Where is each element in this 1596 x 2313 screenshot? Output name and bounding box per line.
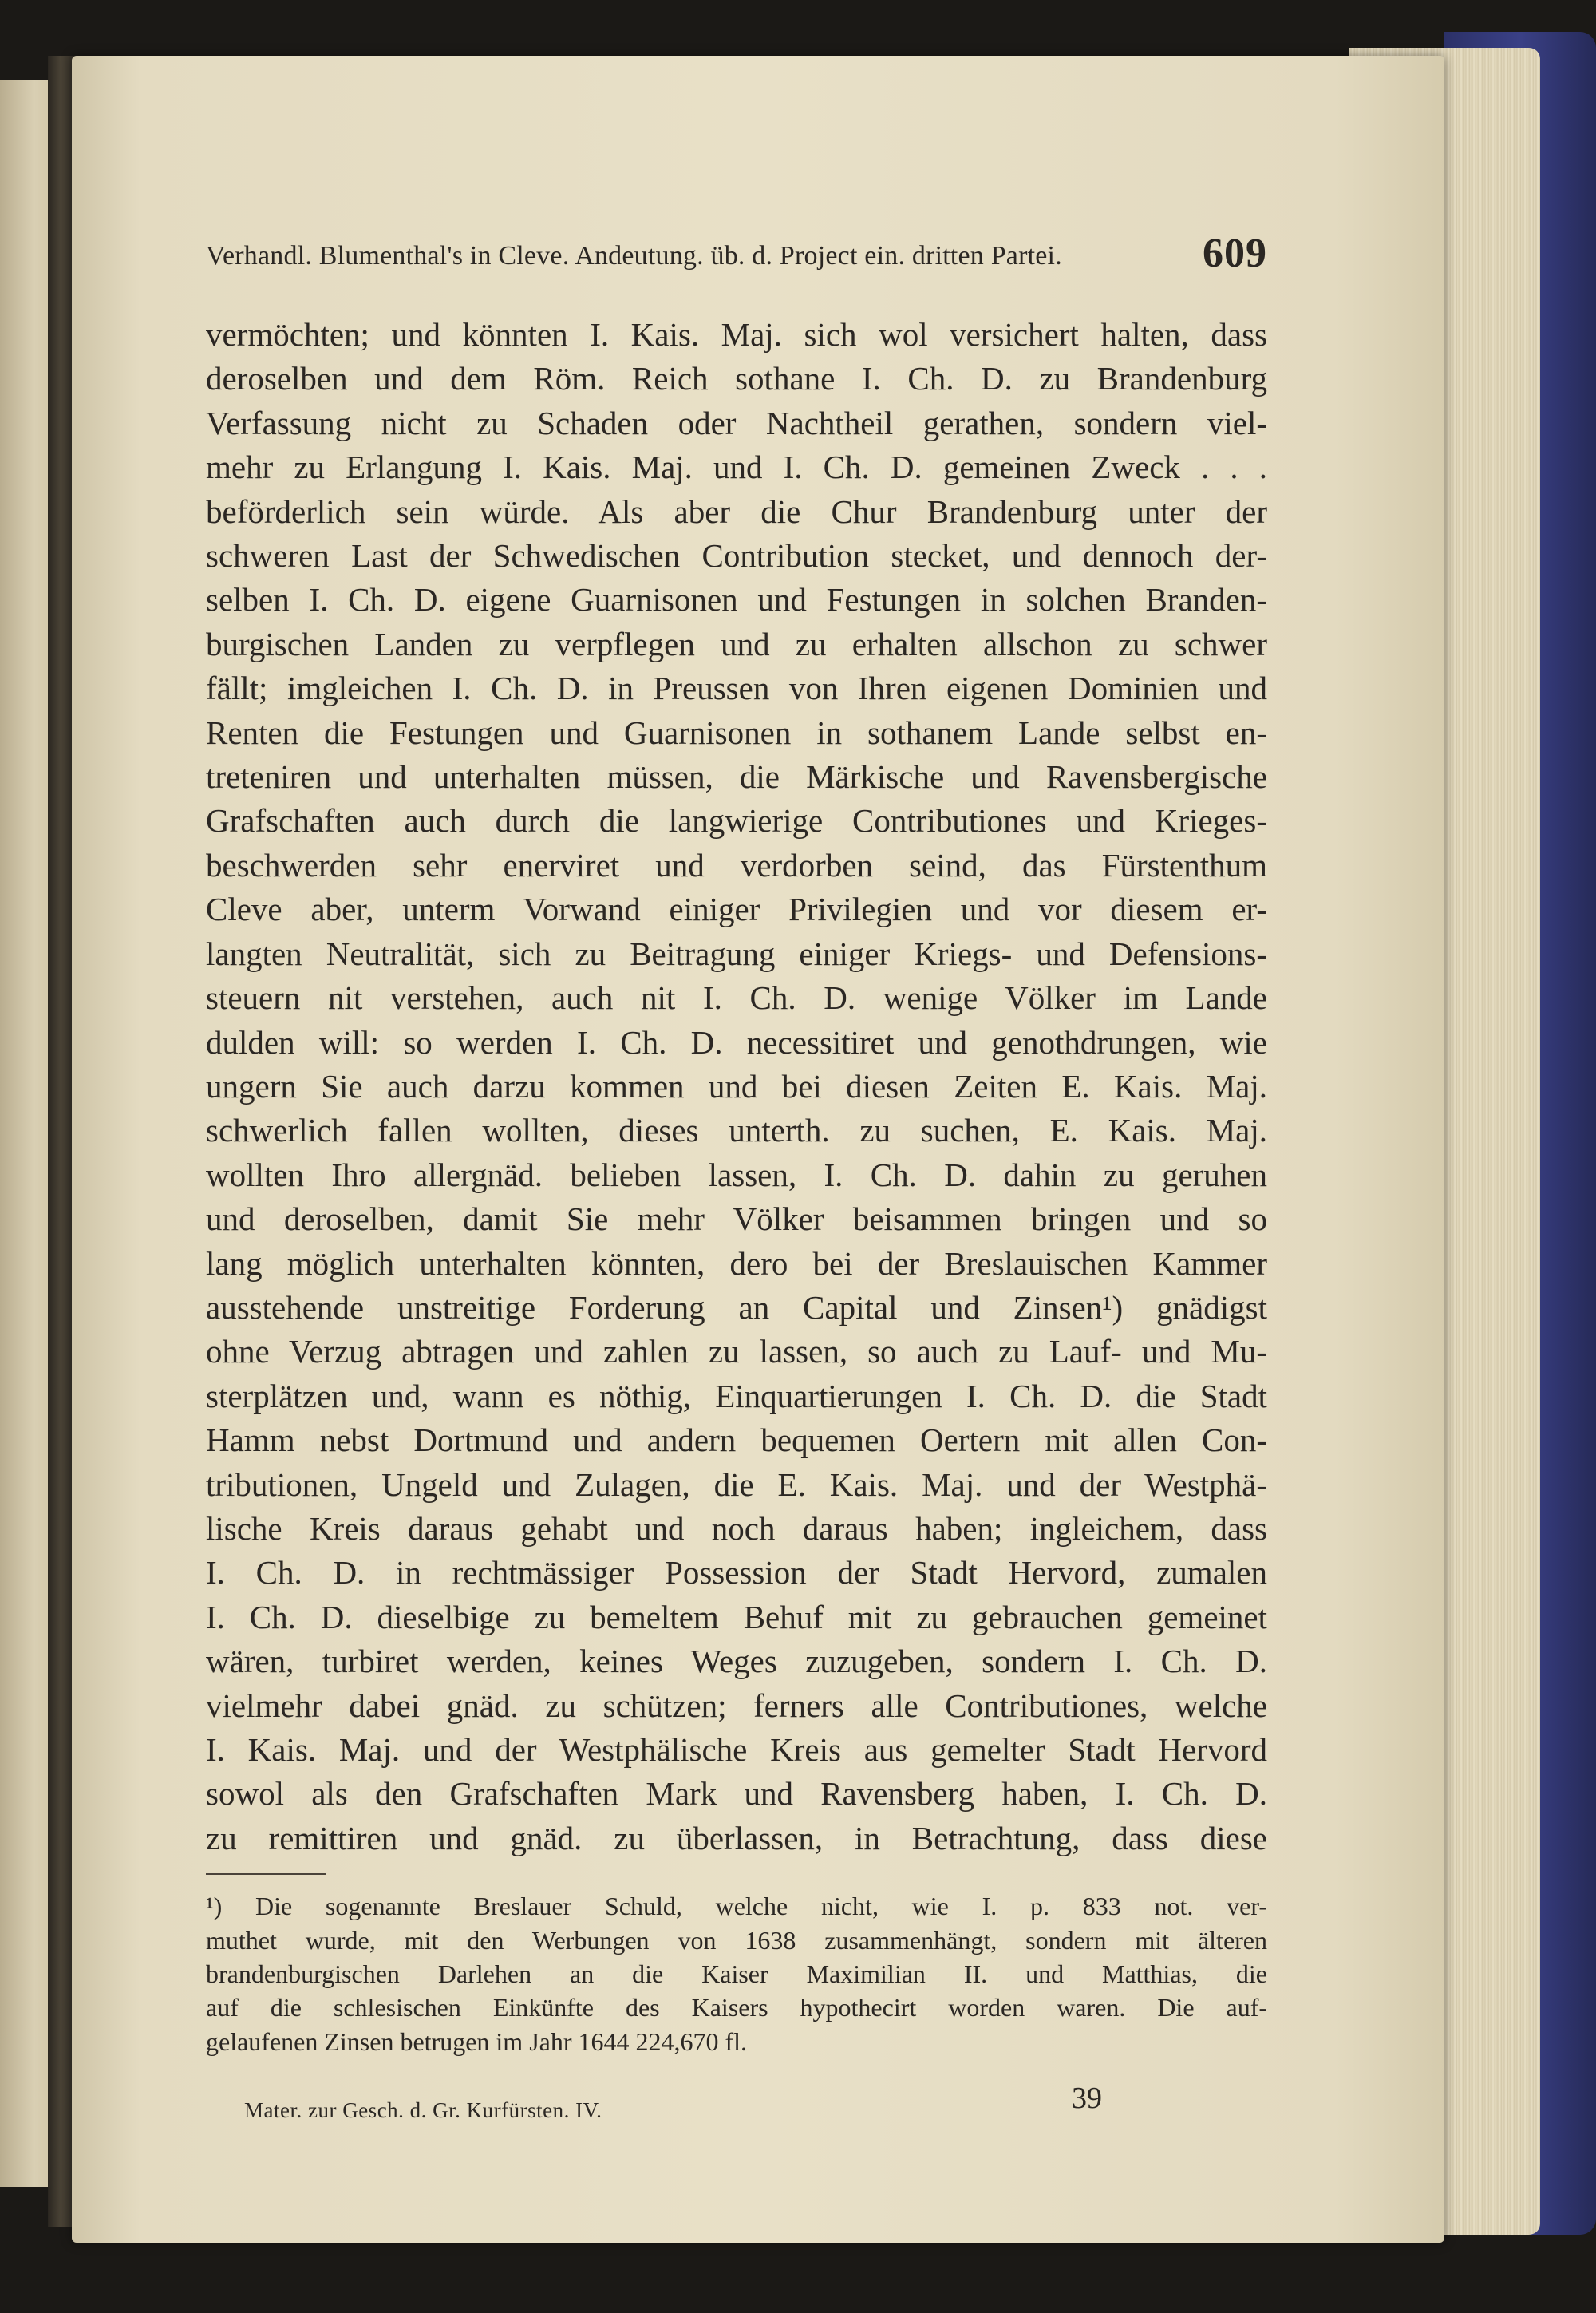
text-line: fällt; imgleichen I. Ch. D. in Preussen von Ihren eigenen Dominien und (206, 670, 1267, 707)
text-line: dulden will: so werden I. Ch. D. necessitiret und genothdrungen, wie (206, 1023, 1267, 1061)
book-page (72, 56, 1444, 2243)
text-line: schweren Last der Schwedischen Contribution stecket, und dennoch der- (206, 537, 1267, 575)
text-line: Renten die Festungen und Guarnisonen in sothanem Lande selbst en- (206, 714, 1267, 751)
text-line: langten Neutralität, sich zu Beitragung einiger Kriegs- und Defensions- (206, 935, 1267, 972)
text-line: sowol als den Grafschaften Mark und Ravensberg haben, I. Ch. D. (206, 1775, 1267, 1813)
text-line: Cleve aber, unterm Vorwand einiger Privilegien und vor diesem er- (206, 891, 1267, 928)
text-line: steuern nit verstehen, auch nit I. Ch. D. wenige Völker im Lande (206, 979, 1267, 1017)
text-line: ohne Verzug abtragen und zahlen zu lassen, so auch zu Lauf- und Mu- (206, 1333, 1267, 1370)
text-line: zu remittiren und gnäd. zu überlassen, in Betrachtung, dass diese (206, 1819, 1267, 1856)
running-head-text: Verhandl. Blumenthal's in Cleve. Andeutung. üb. d. Project ein. dritten Partei. (206, 241, 1062, 271)
text-line: I. Kais. Maj. und der Westphälische Kreis aus gemelter Stadt Hervord (206, 1731, 1267, 1768)
text-line: Grafschaften auch durch die langwierige Contributiones und Krieges- (206, 802, 1267, 840)
text-line: und deroselben, damit Sie mehr Völker beisammen bringen und so (206, 1200, 1267, 1238)
text-line: deroselben und dem Röm. Reich sothane I. Ch. D. zu Brandenburg (206, 360, 1267, 397)
text-line: selben I. Ch. D. eigene Guarnisonen und Festungen in solchen Branden- (206, 581, 1267, 619)
body-text (206, 313, 1267, 1860)
page-content (206, 223, 1267, 2121)
footnote-divider (206, 1873, 326, 1875)
footnote-line: ¹) Die sogenannte Breslauer Schuld, welche nicht, wie I. p. 833 not. ver- (206, 1892, 1267, 1921)
sheet-number: 39 (1072, 2082, 1102, 2116)
text-line: vermöchten; und könnten I. Kais. Maj. sich wol versichert halten, dass (206, 316, 1267, 353)
footnote-line: muthet wurde, mit den Werbungen von 1638 zusammenhängt, sondern mit älteren (206, 1925, 1267, 1955)
text-line: lang möglich unterhalten könnten, dero bei der Breslauischen Kammer (206, 1244, 1267, 1282)
text-line: beschwerden sehr enerviret und verdorben seind, das Fürstenthum (206, 846, 1267, 884)
text-line: I. Ch. D. in rechtmässiger Possession der Stadt Hervord, zumalen (206, 1554, 1267, 1591)
text-line: beförderlich sein würde. Als aber die Chur Brandenburg unter der (206, 492, 1267, 530)
text-line: lische Kreis daraus gehabt und noch daraus haben; ingleichem, dass (206, 1509, 1267, 1547)
text-line: ungern Sie auch darzu kommen und bei diesen Zeiten E. Kais. Maj. (206, 1067, 1267, 1105)
page-footer (206, 2081, 1267, 2121)
text-line: schwerlich fallen wollten, dieses unterth. zu suchen, E. Kais. Maj. (206, 1112, 1267, 1149)
footnote (206, 1889, 1267, 2058)
running-head (206, 223, 1267, 279)
text-line: wollten Ihro allergnäd. belieben lassen, I. Ch. D. dahin zu geruhen (206, 1156, 1267, 1193)
text-line: Verfassung nicht zu Schaden oder Nachtheil gerathen, sondern viel- (206, 404, 1267, 441)
text-line: burgischen Landen zu verpflegen und zu erhalten allschon zu schwer (206, 625, 1267, 662)
text-line: ausstehende unstreitige Forderung an Capital und Zinsen¹) gnädigst (206, 1288, 1267, 1326)
text-line: I. Ch. D. dieselbige zu bemeltem Behuf mit zu gebrauchen gemeinet (206, 1598, 1267, 1635)
text-line: wären, turbiret werden, keines Weges zuzugeben, sondern I. Ch. D. (206, 1643, 1267, 1680)
text-line: tributionen, Ungeld und Zulagen, die E. Kais. Maj. und der Westphä- (206, 1465, 1267, 1503)
text-line: vielmehr dabei gnäd. zu schützen; ferners alle Contributiones, welche (206, 1686, 1267, 1724)
footnote-line: brandenburgischen Darlehen an die Kaiser Maximilian II. und Matthias, die (206, 1959, 1267, 1989)
text-line: mehr zu Erlangung I. Kais. Maj. und I. Ch. D. gemeinen Zweck . . . (206, 449, 1267, 486)
page-number: 609 (1203, 231, 1267, 276)
signature-line: Mater. zur Gesch. d. Gr. Kurfürsten. IV. (244, 2098, 602, 2123)
text-line: Hamm nebst Dortmund und andern bequemen Oertern mit allen Con- (206, 1421, 1267, 1459)
text-line: sterplätzen und, wann es nöthig, Einquartierungen I. Ch. D. die Stadt (206, 1377, 1267, 1414)
text-line: treteniren und unterhalten müssen, die Märkische und Ravensbergische (206, 758, 1267, 796)
footnote-line: gelaufenen Zinsen betrugen im Jahr 1644 224,670 fl. (206, 2026, 748, 2056)
footnote-line: auf die schlesischen Einkünfte des Kaisers hypothecirt worden waren. Die auf- (206, 1993, 1267, 2022)
